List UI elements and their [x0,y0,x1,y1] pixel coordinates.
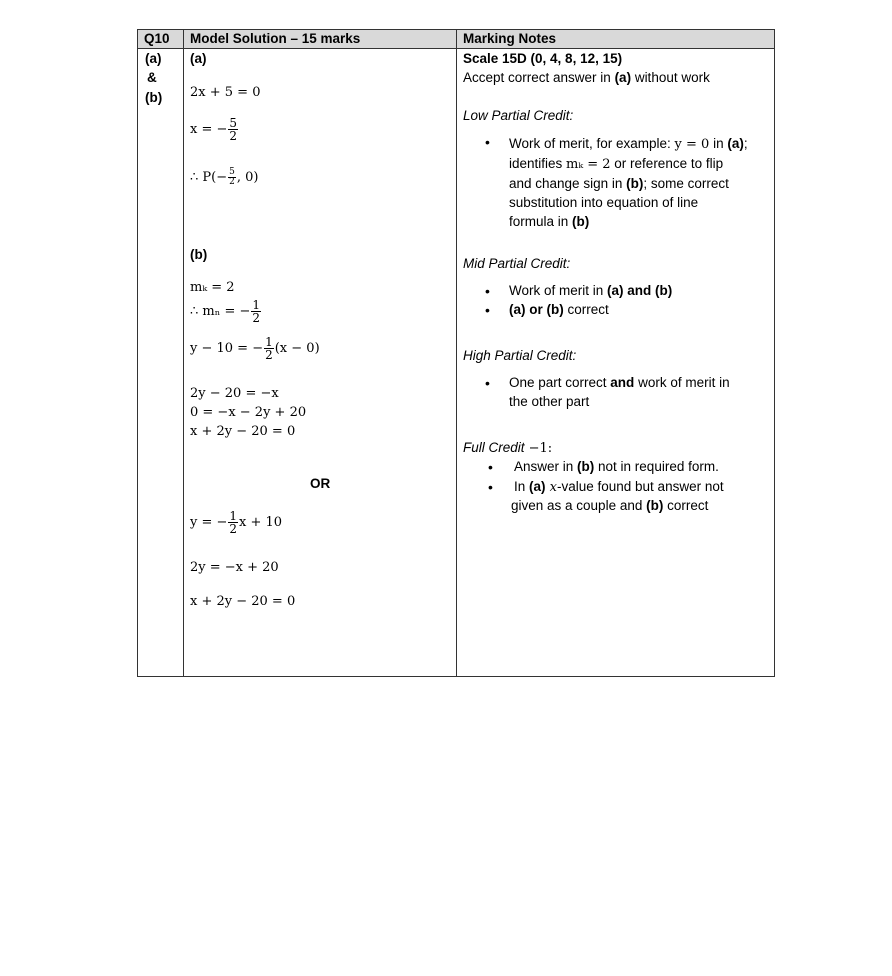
text: -value found but answer not [556,479,724,494]
full-item-2-line-2 [511,498,708,514]
bullet-icon: • [488,459,493,475]
frac-numerator: 1 [265,335,273,349]
emphasis: and [610,375,635,390]
eq-b-alt-lhs: y = − [190,515,228,530]
text: correct [663,498,709,513]
eq-b-3: 0 = −x − 2y + 20 [190,405,307,420]
text: correct [563,302,609,317]
math: mₖ = 2 [566,157,611,172]
part-ref: or [525,302,547,317]
low-partial-item [509,134,771,231]
column-divider-1 [183,30,184,676]
part-ref: (b) [572,214,590,229]
text: in [709,136,728,151]
part-ref: (a) [509,302,526,317]
marking-notes-header: Marking Notes [463,31,557,46]
fraction-one-half [264,336,274,361]
frac-numerator: 1 [229,509,238,523]
eq-b-mk: mₖ = 2 [190,280,235,295]
frac-denominator: 2 [229,177,235,187]
low-partial-title: Low Partial Credit: [463,108,574,123]
eq-a-x [190,117,239,142]
text: Work of merit, for example: [509,136,675,151]
frac-denominator: 2 [265,348,273,362]
scale-line: Scale 15D (0, 4, 8, 12, 15) [463,51,623,66]
bullet-icon: • [488,479,493,495]
math: −1: [524,441,553,456]
text: not in required form. [594,459,719,474]
accept-text: Accept correct answer in [463,70,615,85]
frac-denominator: 2 [252,311,261,325]
full-item-2-line-1 [514,479,724,496]
eq-b-4: x + 2y − 20 = 0 [190,424,296,439]
text: formula in [509,214,573,229]
eq-b-line [190,336,320,361]
text: Answer in [514,459,578,474]
frac-numerator: 1 [252,298,261,312]
text: ; [743,136,748,151]
eq-b-mn [190,299,262,324]
frac-numerator: 5 [229,116,238,130]
frac-denominator: 2 [229,129,238,143]
mid-item-2 [509,302,609,318]
mid-item-1 [509,283,672,299]
fraction-one-half [228,510,238,535]
eq-a-point-pre: ∴ P(− [190,170,228,185]
text: Work of merit in [509,283,608,298]
eq-a-point-post: , 0) [236,170,259,185]
frac-numerator: 5 [229,167,235,177]
part-ref: (b) [546,302,564,317]
eq-b-alt-2: 2y = −x + 20 [190,560,279,575]
part-ref: (b) [646,498,664,513]
bullet-icon: • [485,134,490,150]
eq-a-1: 2x + 5 = 0 [190,85,261,100]
frac-denominator: 2 [229,522,238,536]
model-solution-header: Model Solution – 15 marks [190,31,361,46]
full-item-1 [514,459,719,475]
fraction-five-halves [228,117,238,142]
text: One part correct [509,375,611,390]
low-line-2 [509,154,771,174]
bullet-icon: • [485,302,490,318]
high-item-line-2: the other part [509,394,590,409]
column-divider-2 [456,30,457,676]
eq-b-line-rhs: (x − 0) [274,341,320,356]
text: Full Credit [463,440,525,455]
high-item-line-1 [509,375,730,391]
solution-a-label: (a) [190,51,207,66]
text: or reference to flip [610,156,724,171]
high-partial-title: High Partial Credit: [463,348,577,363]
text: given as a couple and [511,498,647,513]
fraction-five-halves-small [228,168,236,187]
bullet-icon: • [485,375,490,391]
math: y = 0 [674,137,710,152]
marking-scheme-table [137,29,775,677]
low-line-5 [509,212,771,231]
bullet-icon: • [485,283,490,299]
part-a-label: (a) [145,51,162,66]
eq-b-alt-rhs: x + 10 [239,515,283,530]
eq-b-mn-lhs: ∴ mₙ = − [190,304,251,319]
eq-b-line-lhs: y − 10 = − [190,341,264,356]
part-ref: (a) [529,479,546,494]
full-credit-title [463,440,552,457]
part-ref: (a) [727,136,744,151]
eq-b-alt-3: x + 2y − 20 = 0 [190,594,296,609]
eq-b-alt [190,510,282,535]
solution-b-label: (b) [190,247,208,262]
accept-text-tail: without work [631,70,710,85]
accept-part-ref: (a) [614,70,632,85]
fraction-one-half [251,299,261,324]
eq-a-point [190,168,258,187]
text: In [514,479,530,494]
part-b-label: (b) [145,90,163,105]
math: x [545,480,557,495]
ampersand-label: & [147,70,157,85]
part-ref: (b) [577,459,595,474]
eq-b-2: 2y − 20 = −x [190,386,279,401]
low-line-4: substitution into equation of line [509,195,699,210]
eq-a-x-lhs: x = − [190,122,228,137]
mid-partial-title: Mid Partial Credit: [463,256,571,271]
low-line-3 [509,174,771,193]
question-number-header: Q10 [144,31,170,46]
part-ref: (a) and (b) [607,283,673,298]
or-separator: OR [310,476,331,491]
text: ; some correct [643,176,729,191]
text: and change sign in [509,176,627,191]
low-line-1 [509,134,771,154]
part-ref: (b) [626,176,644,191]
text: work of merit in [634,375,730,390]
accept-line [463,70,710,86]
text: identifies [509,156,567,171]
